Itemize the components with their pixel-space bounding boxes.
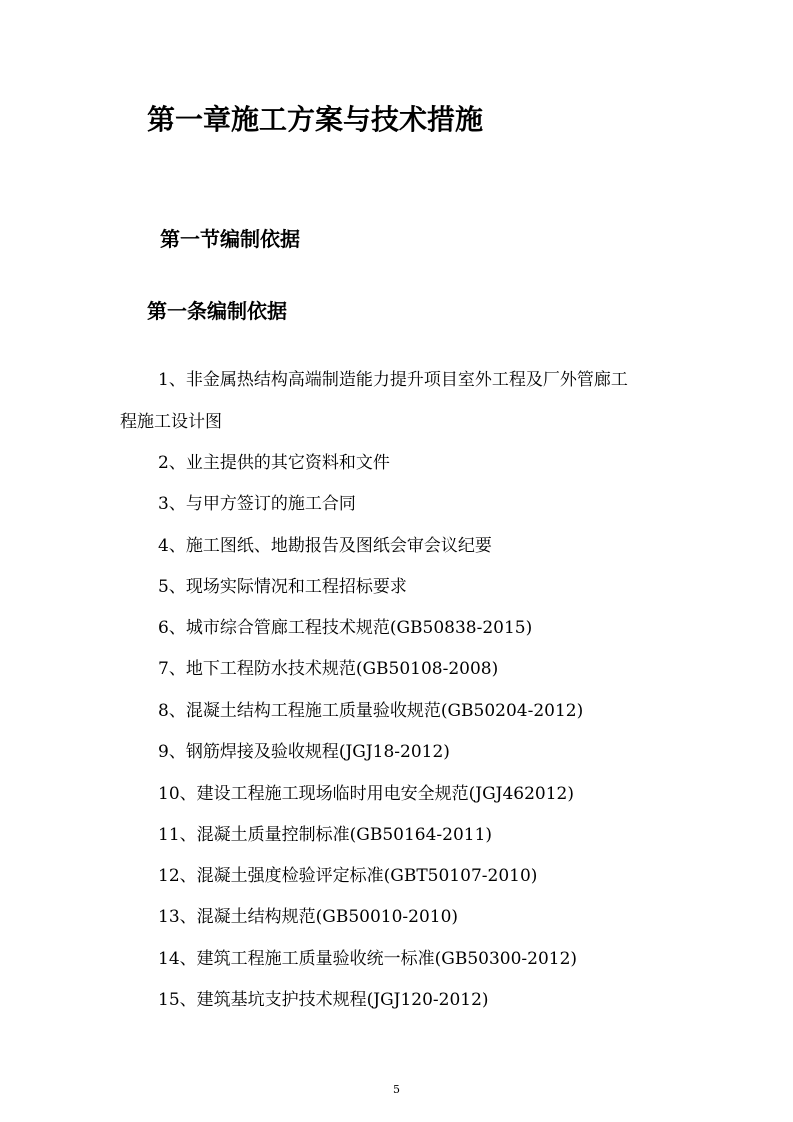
basis-item-1 (120, 368, 628, 432)
basis-item-12-text: 12、混凝土强度检验评定标准(GBT50107-2010) (158, 866, 538, 886)
basis-item-2 (158, 451, 390, 475)
article-title: 第一条编制依据 (147, 299, 287, 323)
basis-item-9-text: 9、钢筋焊接及验收规程(JGJ18-2012) (158, 742, 450, 762)
basis-item-6-text: 6、城市综合管廊工程技术规范(GB50838-2015) (158, 618, 533, 638)
basis-item-15 (158, 988, 489, 1012)
basis-item-8 (158, 699, 583, 723)
basis-item-5-text: 5、现场实际情况和工程招标要求 (158, 577, 407, 597)
basis-item-14-text: 14、建筑工程施工质量验收统一标准(GB50300-2012) (158, 949, 578, 969)
basis-item-15-text: 15、建筑基坑支护技术规程(JGJ120-2012) (158, 990, 489, 1010)
basis-item-8-text: 8、混凝土结构工程施工质量验收规范(GB50204-2012) (158, 701, 584, 721)
basis-item-2-text: 2、业主提供的其它资料和文件 (158, 453, 390, 473)
basis-item-11 (158, 823, 492, 847)
basis-item-9 (158, 740, 450, 764)
basis-item-5 (158, 575, 407, 599)
chapter-title: 第一章施工方案与技术措施 (147, 103, 484, 136)
basis-item-12 (158, 864, 537, 888)
basis-item-6 (158, 616, 532, 640)
basis-item-7 (158, 657, 498, 681)
basis-item-14 (158, 947, 577, 971)
section-title: 第一节编制依据 (160, 227, 300, 251)
basis-item-4-text: 4、施工图纸、地勘报告及图纸会审会议纪要 (158, 536, 492, 556)
basis-item-3-text: 3、与甲方签订的施工合同 (158, 494, 356, 514)
basis-item-10 (158, 782, 574, 806)
basis-item-13 (158, 905, 458, 929)
basis-item-1-continuation: 程施工设计图 (120, 412, 222, 432)
basis-item-13-text: 13、混凝土结构规范(GB50010-2010) (158, 907, 459, 927)
page-number: 5 (393, 1083, 400, 1096)
basis-item-1-text: 1、非金属热结构高端制造能力提升项目室外工程及厂外管廊工 (158, 370, 628, 390)
basis-item-4 (158, 534, 492, 558)
basis-item-3 (158, 492, 356, 516)
basis-item-11-text: 11、混凝土质量控制标准(GB50164-2011) (158, 825, 493, 845)
basis-item-10-text: 10、建设工程施工现场临时用电安全规范(JGJ462012) (158, 784, 575, 804)
basis-item-7-text: 7、地下工程防水技术规范(GB50108-2008) (158, 659, 499, 679)
